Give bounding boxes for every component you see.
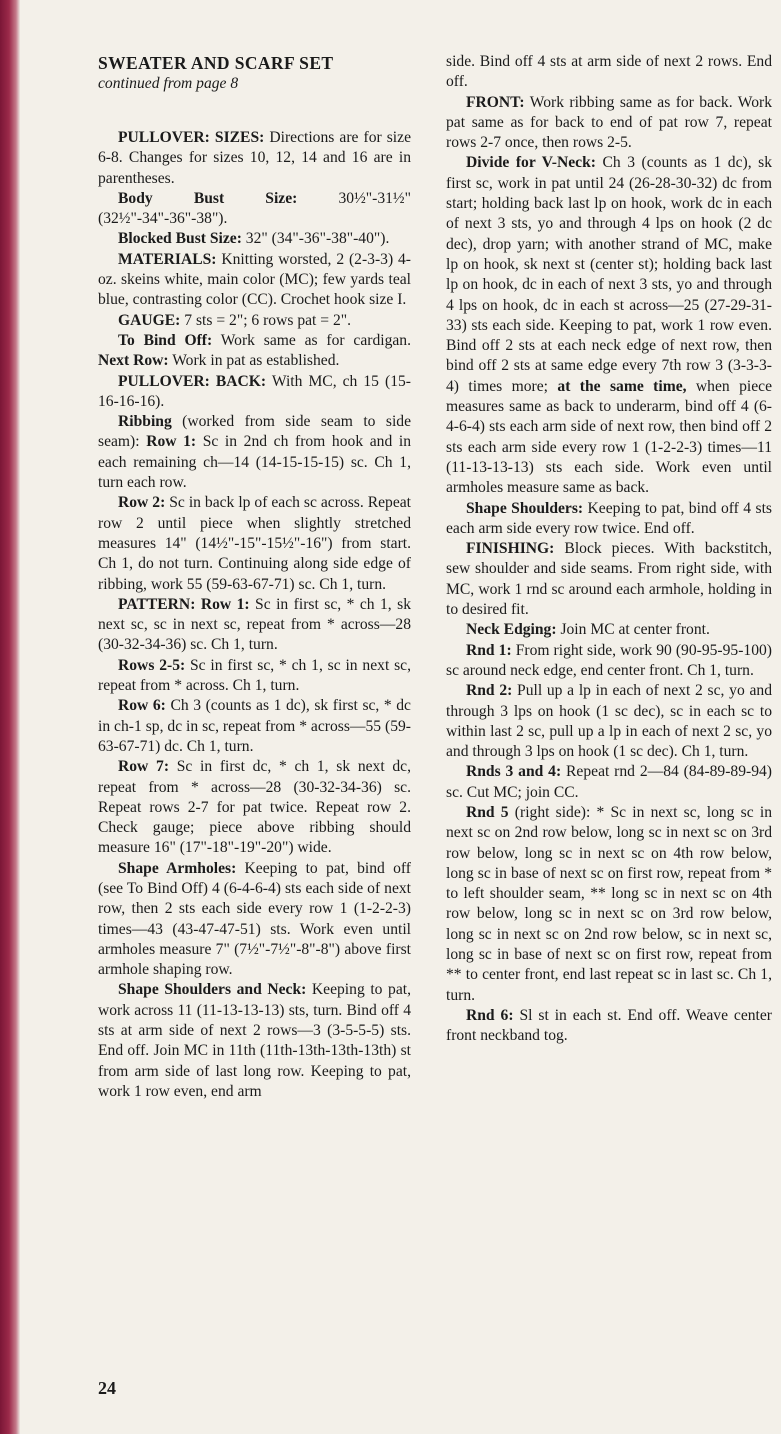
paragraph-text: Sc in first dc, * ch 1, sk next dc, repeat from * across—28 (30-32-34-36) sc. Repeat rows 2-7 for pat twice. Repeat row 2. Check gauge; piece above ribbing should measure 16" (17"-18"-19"-20") wide. [98,758,411,857]
paragraph-text: Work in pat as established. [168,352,340,370]
paragraph [98,229,411,249]
paragraph-text: 30½"-31½" (32½"-34"-36"-38"). [98,189,411,228]
paragraph [98,128,411,189]
paragraph-heading: Shape Shoulders: [466,499,584,517]
paragraph-heading: Rnd 5 [466,803,509,821]
paragraph-text: Join MC at center front. [556,621,710,639]
paragraph [98,250,411,311]
paragraph-heading: Row 1: [146,433,197,451]
paragraph [98,331,411,372]
paragraph-heading: Body Bust Size: [118,189,298,207]
right-column [446,52,772,1047]
paragraph [98,757,411,858]
paragraph-text: Keeping to pat, work across 11 (11-13-13-13) sts, turn. Bind off 4 sts at arm side of next 2 rows—3 (3-5-5-5) sts. End off. Join MC in 11th (11th-13th-13th-13th) st from arm side of last long row. Keeping to pat, work 1 row even, end arm [98,981,411,1100]
paragraph [98,412,411,493]
paragraph-heading: Row 2: [118,494,166,512]
paragraph-heading: Rnds 3 and 4: [466,763,562,781]
paragraph-heading: FRONT: [466,93,525,111]
paragraph-heading: Rnd 2: [466,682,513,700]
left-column [98,52,411,1102]
paragraph [98,859,411,981]
paragraph-heading: Neck Edging: [466,621,557,639]
paragraph-text: Keeping to pat, bind off (see To Bind Off) 4 (6-4-6-4) sts each side of next row, then 2 sts each side every row 1 (1-2-2-3) times—43 (43-47-47-51) sts. Work even until armholes measure 7" (7½"-7½"-8"-8") above first armhole shaping row. [98,859,411,979]
paragraph [98,595,411,656]
paragraph-text: 7 sts = 2"; 6 rows pat = 2". [180,311,352,329]
paragraph [446,620,772,640]
paragraph [446,681,772,762]
paragraph-text: With MC, ch 15 (15-16-16-16). [98,372,411,410]
paragraph-heading: Blocked Bust Size: [118,230,242,248]
paragraph-text: Ch 3 (counts as 1 dc), sk first sc, work in pat until 24 (26-28-30-32) dc from start; holding back last lp on hook, work dc in each of next 3 sts, yo and through 4 lps on hook (2 dc dec), drop yarn; with another strand of MC, make lp on hook, sk next st (center st); holding back last lp on hook, dc in each of next 3 sts, yo and through 4 lps on hook, dc in each st across—25 (27-29-31-33) sts each side. Keeping to pat, work 1 row even. Bind off 2 sts at each neck edge of next row, then bind off 2 sts at same edge every 7th row 3 (3-3-3-4) times more; [446,154,772,395]
paragraph-text: From right side, work 90 (90-95-95-100) sc around neck edge, end center front. Ch 1, turn. [446,641,772,679]
paragraph [98,696,411,757]
paragraph-text: Pull up a lp in each of next 2 sc, yo and through 3 lps on hook (1 sc dec), sc in each sc to within last 2 sc, pull up a lp in each of next 2 sc, yo and through 3 lps on hook (1 sc dec). Ch 1, turn. [446,682,772,761]
paragraph-text: Directions are for size 6-8. Changes for sizes 10, 12, 14 and 16 are in parentheses. [98,129,411,187]
paragraph-text: Sl st in each st. End off. Weave center front neckband tog. [446,1006,773,1045]
paragraph [446,762,772,803]
paragraph [446,93,772,154]
paragraph-heading: Rnd 6: [466,1006,514,1024]
paragraph [98,372,411,413]
paragraph-heading: Row 7: [118,758,170,776]
paragraph-heading: Shape Shoulders and Neck: [118,981,307,999]
binding-edge [0,0,20,1434]
paragraph-heading: Rnd 1: [466,641,512,659]
paragraph-heading: PATTERN: Row 1: [118,595,250,613]
paragraph-heading: at the same time, [557,377,687,395]
paragraph-text: Sc in 2nd ch from hook and in each remaining ch—14 (14-15-15-15) sc. Ch 1, turn each row. [98,433,411,492]
paragraph-heading: GAUGE: [118,311,181,329]
paragraph-text: (right side): * Sc in next sc, long sc in next sc on 2nd row below, long sc in next sc on 3rd row below, long sc in next sc on 4th row below, long sc in base of next sc on first row, repeat from * to left shoulder seam, ** long sc in next sc on 4th row below, long sc in next sc on 3rd row below, long sc in next sc on 2nd row below, sc in next sc, long sc in base of next sc on first row, repeat from ** to center front, end last repeat sc in last sc. Ch 1, turn. [446,803,772,1004]
paragraph [446,499,772,540]
paragraph-heading: PULLOVER: BACK: [118,372,267,390]
paragraph-text: Work same as for cardigan. [212,331,411,349]
paragraph-heading: FINISHING: [466,540,555,558]
paragraph-heading: PULLOVER: SIZES: [118,129,265,146]
paragraph-heading: Next Row: [98,352,169,370]
paragraph [98,493,411,594]
paragraph [98,189,411,230]
paragraph-text: when piece measures same as back to underarm, bind off 4 (6-4-6-4) sts each arm side of next row, then bind off 2 sts each arm side every row 1 (1-2-2-3) times—11 (11-13-13-13) sts each side. Work even until armholes measure same as back. [446,377,773,497]
paragraph-text: side. Bind off 4 sts at arm side of next 2 rows. End off. [446,53,772,91]
paragraph-text: Sc in first sc, * ch 1, sc in next sc, repeat from * across. Ch 1, turn. [98,656,411,695]
paragraph [446,539,772,620]
paragraph-heading: To Bind Off: [118,331,213,349]
paragraph [446,153,772,498]
paragraph-heading: Row 6: [118,697,166,715]
page-number: 24 [98,1378,116,1398]
paragraph [446,1006,772,1047]
paragraph [98,980,411,1102]
paragraph [98,311,411,331]
paragraph-text: Sc in first sc, * ch 1, sk next sc, sc in next sc, repeat from * across—28 (30-32-34-36) sc. Ch 1, turn. [98,595,412,654]
paragraph-text: 32" (34"-36"-38"-40"). [241,230,390,248]
page-title: SWEATER AND SCARF SET [98,53,334,73]
paragraph-text: Work ribbing same as for back. Work pat same as for back to end of pat row 7, repeat rows 2-7 once, then rows 2-5. [446,93,772,152]
paragraph [446,52,772,93]
paragraph-text: (worked from side seam to side seam): [98,413,411,451]
paragraph-text: Keeping to pat, bind off 4 sts each arm side every row twice. End off. [446,499,772,537]
paragraph-text: Repeat rnd 2—84 (84-89-89-94) sc. Cut MC; join CC. [446,763,772,801]
paragraph-heading: MATERIALS: [118,250,217,268]
paragraph-text: Knitting worsted, 2 (2-3-3) 4-oz. skeins white, main color (MC); few yards teal blue, contrasting color (CC). Crochet hook size I. [98,250,411,309]
paragraph [98,656,411,697]
paragraph [446,641,772,682]
paragraph-heading: Shape Armholes: [118,859,237,877]
paragraph-heading: Ribbing [118,413,172,431]
paragraph [446,803,772,1006]
paragraph-text: Sc in back lp of each sc across. Repeat row 2 until piece when slightly stretched measures 14" (14½"-15"-15½"-16") from start. Ch 1, do not turn. Continuing along side edge of ribbing, work 55 (59-63-67-71) sc. Ch 1, turn. [98,494,411,593]
page-subtitle: continued from page 8 [98,75,239,92]
paragraph-text: Ch 3 (counts as 1 dc), sk first sc, * dc in ch-1 sp, dc in sc, repeat from * across—55 (59-63-67-71) dc. Ch 1, turn. [98,697,411,755]
paragraph-text: Block pieces. With backstitch, sew shoulder and side seams. From right side, with MC, work 1 rnd sc around each armhole, holding in to desired fit. [446,540,772,619]
paragraph-heading: Divide for V-Neck: [466,154,596,172]
paragraph-heading: Rows 2-5: [118,656,186,674]
